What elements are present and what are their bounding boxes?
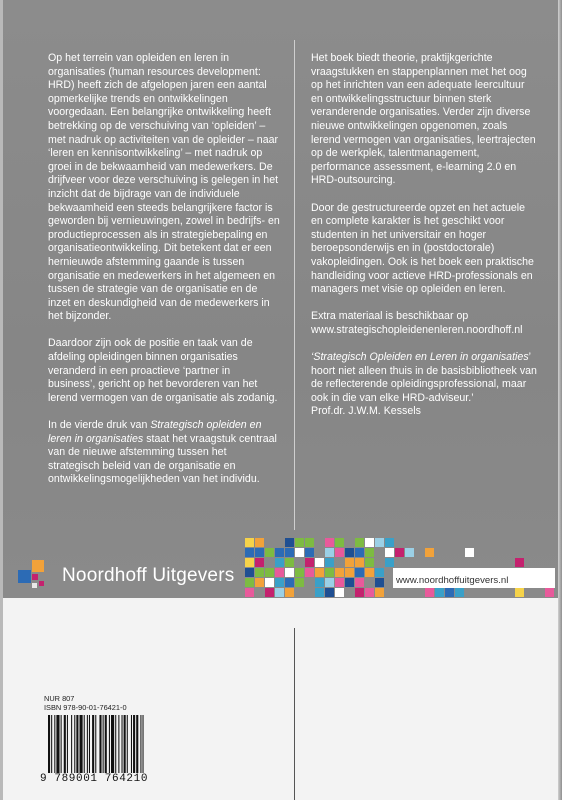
quote-body: ’ hoort niet alleen thuis in de basisbibliotheek van de reflecterende opleidingsprofessional, maar ook in die van elke HRD-adviseur.’ [311,351,537,404]
right-text-column [311,52,537,419]
p3-suffix: staat het vraagstuk centraal van de nieuwe afstemming tussen het strategisch beleid van de organisatie en ontwikkelingsmogelijkheden van het individu. [48,432,277,486]
publisher-name: Noordhoff Uitgevers [62,565,235,586]
quote-book-title: ‘Strategisch Opleiden en Leren in organisaties [311,351,529,364]
left-paragraph-1: Op het terrein van opleiden en leren in organisaties (human resources development: HRD) heeft zich de afgelopen jaren een aantal opmerkelijke trends en ontwikkelingen voorgedaan. Een belangrijke ontwikkeling heeft betrekking op de verschuiving van ‘opleiden’ – met nadruk op activiteiten van de opleider – naar ‘leren en kennisontwikkeling’ – met nadruk op groei in de bekwaamheid van medewerkers. De drijfveer voor deze verschuiving is gelegen in het inzicht dat de bijdrage van de individuele bekwaamheid een steeds belangrijkere factor is geworden bij vernieuwingen, zowel in bedrijfs- en productieprocessen als in strategiebepaling en organisatieontwikkeling. Dit betekent dat er een hernieuwde afstemming gaande is tussen organisatie en medewerkers in het algemeen en tussen de strategie van de organisatie en de inzet en deskundigheid van de medewerkers in het bijzonder. [48,52,280,323]
color-mosaic-graphic [245,530,555,598]
review-quote [311,351,537,419]
extra-material-url: www.strategischopleidenenleren.noordhoff.nl [311,323,523,336]
nur-code: NUR 807 [44,694,75,703]
p3-prefix: In de vierde druk van [48,419,151,432]
publisher-website: www.noordhoffuitgevers.nl [396,575,509,586]
noordhoff-logo-icon [18,560,48,590]
column-divider [294,40,295,530]
left-paragraph-2: Daardoor zijn ook de positie en taak van de afdeling opleidingen binnen organisaties veranderd in een proactieve ‘partner in business’, gericht op het bevorderen van het lerend vermogen van de organisatie als zodanig. [48,337,278,404]
isbn-code: ISBN 978-90-01-76421-0 [44,703,127,712]
extra-material-label: Extra materiaal is beschikbaar op [311,310,469,323]
extra-material-note [311,310,537,337]
barcode-digits: 9 789001 764210 [40,773,180,785]
book-title-italic: Strategisch opleiden en leren in organisaties [48,419,262,445]
right-paragraph-1: Het boek biedt theorie, praktijkgerichte vraagstukken en stappenplannen met het oog op het inrichten van een adequate leercultuur en ontwikkelingsstructuur binnen sterk veranderende organisaties. Verder zijn diverse nieuwe ontwikkelingen opgenomen, zoals lerend vermogen van organisaties, leertrajecten op de werkplek, talentmanagement, performance assessment, e-learning 2.0 en HRD-outsourcing. [311,52,536,187]
lower-panel-divider [294,628,295,800]
quote-author: Prof.dr. J.W.M. Kessels [311,405,421,418]
left-paragraph-3 [48,419,280,487]
spine-right-edge [558,0,562,800]
left-text-column [48,52,280,501]
right-paragraph-2: Door de gestructureerde opzet en het actuele en complete karakter is het geschikt voor studenten in het universitair en hoger beroepsonderwijs en in (postdoctorale) vakopleidingen. Ook is het boek een praktische handleiding voor actieve HRD-professionals en managers met visie op opleiden en leren. [311,201,534,296]
nur-isbn-block [44,694,127,712]
